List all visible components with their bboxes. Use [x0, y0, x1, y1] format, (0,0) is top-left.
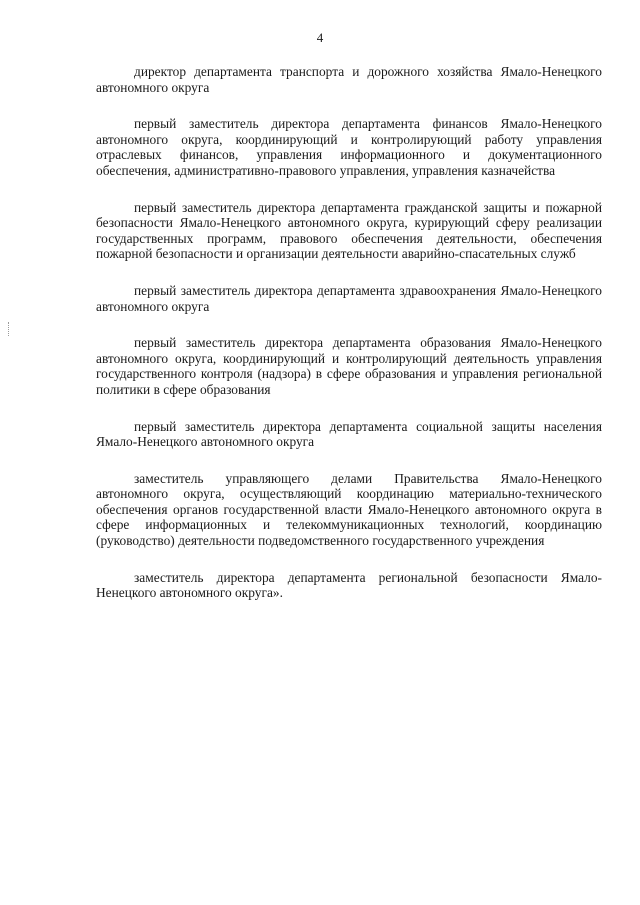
- paragraph: первый заместитель директора департамента финансов Ямало-Ненецкого автономного округа, координирующий и контролирующий работу управления отраслевых финансов, управления информационного и документационного обеспечения, административно-правового управления, управления казначейства: [96, 116, 602, 178]
- margin-mark: [8, 322, 10, 336]
- paragraph: заместитель управляющего делами Правительства Ямало-Ненецкого автономного округа, осуществляющий координацию материально-технического обеспечения органов государственной власти Ямало-Ненецкого автономного округа в сфере информационных и телекоммуникационных технологий, координацию (руководство) деятельности подведомственного государственного учреждения: [96, 470, 602, 549]
- document-body: [96, 64, 602, 622]
- paragraph: заместитель директора департамента региональной безопасности Ямало-Ненецкого автономного округа».: [96, 569, 602, 601]
- page-number: 4: [316, 30, 324, 45]
- paragraph: первый заместитель директора департамента образования Ямало-Ненецкого автономного округа, координирующий и контролирующий деятельность управления государственного контроля (надзора) в сфере образования и управления региональной политики в сфере образования: [96, 335, 602, 397]
- paragraph: первый заместитель директора департамента здравоохранения Ямало-Ненецкого автономного округа: [96, 282, 602, 314]
- paragraph: первый заместитель директора департамента гражданской защиты и пожарной безопасности Ямало-Ненецкого автономного округа, курирующий сферу реализации государственных программ, правового обеспечения деятельности, обеспечения пожарной безопасности и организации деятельности аварийно-спасательных служб: [96, 199, 602, 262]
- paragraph: директор департамента транспорта и дорожного хозяйства Ямало-Ненецкого автономного округа: [96, 64, 602, 95]
- paragraph: первый заместитель директора департамента социальной защиты населения Ямало-Ненецкого автономного округа: [96, 418, 602, 450]
